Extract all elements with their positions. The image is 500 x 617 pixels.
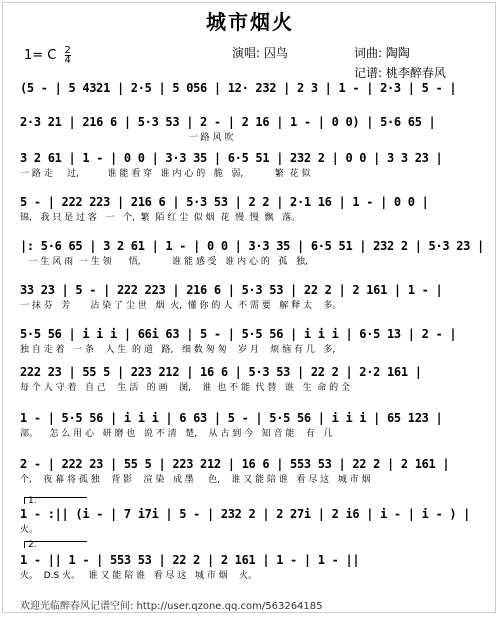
notation-line: 2·3 21 | 216 6 | 5·3 53 | 2 - | 2 16 | 1 - | 0 0) | 5·6 65 |: [20, 115, 436, 129]
score-row: [20, 194, 490, 224]
lyricist-credit: 词曲: 陶陶: [354, 46, 410, 60]
lyric-line: 一 路 风 吹: [20, 133, 234, 143]
lyric-line: 独 自 走 着 一 条 人 生 的 道 路, 细 数 匆 匆 岁 月 烦 恼 有 几 多,: [20, 345, 336, 355]
footer-link-text: 欢迎光临醉春风记谱空间: http://user.qzone.qq.com/563264185: [20, 601, 323, 612]
notation-line: 1 - :|| (i - | 7 i7i | 5 - | 232 2 | 2 27i | 2 i6 | i - | i - ) |: [20, 507, 471, 521]
notation-line: 2 - | 222 23 | 55 5 | 223 212 | 16 6 | 553 53 | 22 2 | 2 161 |: [20, 457, 450, 471]
lyric-line: 一 抹 芬 芳 沾 染 了 尘 世 烟 火, 懂 你 的 人 不 需 要 解 释 太 多。: [20, 301, 342, 311]
score-row: [20, 80, 490, 110]
score-row: [20, 456, 490, 486]
volta-label-2: 2.: [28, 540, 37, 550]
lyric-line: 火。: [20, 525, 39, 535]
score-row: [20, 282, 490, 312]
key-text: 1= C: [24, 48, 57, 63]
notation-line: 1 - || 1 - | 553 53 | 22 2 | 2 161 | 1 - | 1 - ||: [20, 553, 360, 567]
score-row: [20, 114, 490, 144]
notation-line: 222 23 | 55 5 | 223 212 | 16 6 | 5·3 53 | 22 2 | 2·2 161 |: [20, 365, 422, 379]
lyric-line: 部。 怎 么 用 心 研 磨 也 说 不 清 楚, 从 古 到 今 知 音 能 有 几: [20, 429, 333, 439]
score-row: [20, 552, 490, 582]
key-signature: [24, 46, 71, 65]
notation-line: |: 5·6 65 | 3 2 61 | 1 - | 0 0 | 3·3 35 | 6·5 51 | 232 2 | 5·3 23 |: [20, 239, 484, 253]
time-bottom: 4: [64, 55, 71, 66]
score-row: [20, 238, 490, 268]
notation-line: 1 - | 5·5 56 | i i i | 6 63 | 5 - | 5·5 56 | i i i | 65 123 |: [20, 411, 443, 425]
lyric-line: 一 生 风 雨 一 生 领 悟, 谁 能 感 受 谁 内 心 的 孤 独,: [20, 257, 308, 267]
notation-line: (5 - | 5 4321 | 2·5 | 5 056 | 12· 232 | 2 3 | 1 - | 2·3 | 5 - |: [20, 81, 457, 95]
lyric-line: 每 个 人 守 着 自 己 生 活 的 画 图, 谁 也 不 能 代 替 谁 生 命 的 全: [20, 383, 351, 393]
singer-credit: 演唱: 囚鸟: [232, 46, 288, 60]
notation-line: 5 - | 222 223 | 216 6 | 5·3 53 | 2 2 | 2·1 16 | 1 - | 0 0 |: [20, 195, 429, 209]
score-row: [20, 150, 490, 180]
lyric-line: 锦, 我 只 是 过 客 一 个, 繁 陌 红 尘 似 烟 花 慢 慢 飘 落。: [20, 213, 301, 223]
lyric-line: [20, 98, 490, 110]
time-signature: [65, 46, 71, 65]
notation-line: 3 2 61 | 1 - | 0 0 | 3·3 35 | 6·5 51 | 232 2 | 0 0 | 3 3 23 |: [20, 151, 443, 165]
lyric-line: 个, 夜 幕 将 孤 独 背 影 渲 染 成 墨 色, 谁 又 能 陪 谁 看 尽 这 城 市 烟: [20, 475, 371, 485]
score-row: [20, 410, 490, 440]
volta-label-1: 1.: [28, 496, 37, 506]
lyric-line: 一 路 走 过, 谁 能 看 穿 谁 内 心 的 脆 弱, 繁 花 似: [20, 169, 311, 179]
time-top: 2: [64, 45, 71, 56]
transcriber-credit: 记谱: 桃李醉春风: [354, 66, 446, 80]
notation-line: 5·5 56 | i i i | 66i 63 | 5 - | 5·5 56 | i i i | 6·5 13 | 2 - |: [20, 327, 457, 341]
notation-line: 33 23 | 5 - | 222 223 | 216 6 | 5·3 53 | 22 2 | 2 161 | 1 - |: [20, 283, 443, 297]
lyric-line: 火。 D.S 火。 谁 又 能 陪 谁 看 尽 这 城 市 烟 火。: [20, 571, 258, 581]
score-row: [20, 506, 490, 536]
score-row: [20, 364, 490, 394]
song-title: 城市烟火: [206, 10, 294, 34]
score-row: [20, 326, 490, 356]
